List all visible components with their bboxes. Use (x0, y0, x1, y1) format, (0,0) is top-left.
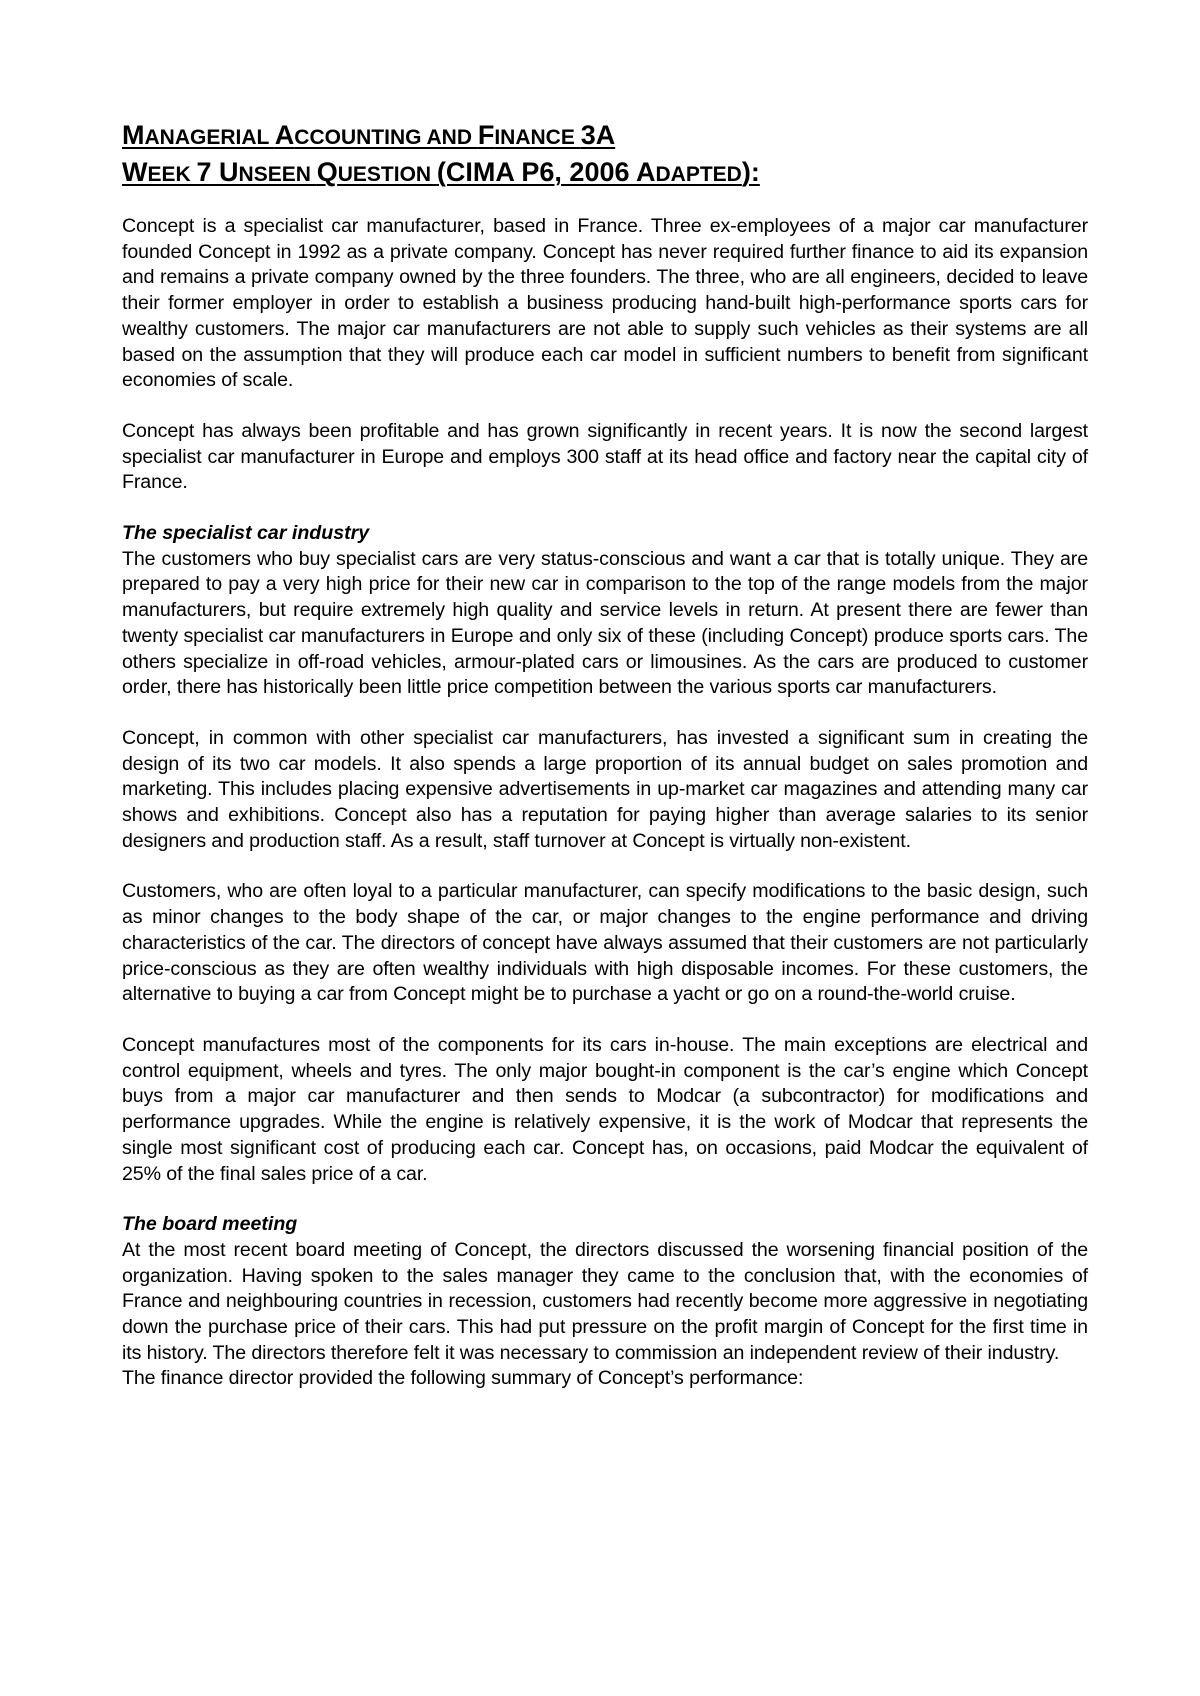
paragraph-customers: Customers, who are often loyal to a particular manufacturer, can specify modifications to the basic design, such as minor changes to the body shape of the car, or major changes to the engine performance and driving characteristics of the car. The directors of concept have always assumed that their customers are not particularly price-conscious as they are often wealthy individuals with high disposable incomes. For these customers, the alternative to buying a car from Concept might be to purchase a yacht or go on a round-the-world cruise. (122, 880, 1088, 1006)
section-heading-industry: The specialist car industry (122, 522, 370, 545)
paragraph-intro: Concept is a specialist car manufacturer, based in France. Three ex-employees of a major car manufacturer founded Concept in 1992 as a private company. Concept has never required further finance to aid its expansion and remains a private company owned by the three founders. The three, who are all engineers, decided to leave their former employer in order to establish a business producing hand-built high-performance sports cars for wealthy customers. The major car manufacturers are not able to supply such vehicles as their systems are all based on the assumption that they will produce each car model in sufficient numbers to benefit from significant economies of scale. (122, 215, 1088, 392)
paragraph-components: Concept manufactures most of the components for its cars in-house. The main exceptions are electrical and control equipment, wheels and tyres. The only major bought-in component is the car’s engine which Concept buys from a major car manufacturer and then sends to Modcar (a subcontractor) for modifications and performance upgrades. While the engine is relatively expensive, it is the work of Modcar that represents the single most significant cost of producing each car. Concept has, on occasions, paid Modcar the equivalent of 25% of the final sales price of a car. (122, 1033, 1088, 1185)
paragraph-industry: The customers who buy specialist cars are very status-conscious and want a car that is totally unique. They are prepared to pay a very high price for their new car in comparison to the top of the range models from the major manufacturers, but require extremely high quality and service levels in return. At present there are fewer than twenty specialist car manufacturers in Europe and only six of these (including Concept) produce sports cars. The others specialize in off-road vehicles, armour-plated cars or limousines. As the cars are produced to customer order, there has historically been little price competition between the various sports car manufacturers. (122, 547, 1088, 699)
title-line-2-text (122, 1392, 123, 1393)
title-line-1: MANAGERIAL ACCOUNTING AND FINANCE 3A (122, 120, 616, 150)
title-line-2: WEEK 7 UNSEEN QUESTION (CIMA P6, 2006 ADAPTED): (122, 157, 760, 187)
title-line-1-text (122, 1392, 123, 1393)
paragraph-investment: Concept, in common with other specialist car manufacturers, has invested a significant sum in creating the design of its two car models. It also spends a large proportion of its annual budget on sales promotion and marketing. This includes placing expensive advertisements in up-market car magazines and attending many car shows and exhibitions. Concept also has a reputation for paying higher than average salaries to its senior designers and production staff. As a result, staff turnover at Concept is virtually non-existent. (122, 726, 1088, 852)
paragraph-finance-director: The finance director provided the following summary of Concept’s performance: (122, 1367, 804, 1390)
section-heading-board: The board meeting (122, 1213, 298, 1236)
document-title (122, 118, 1088, 192)
paragraph-profitable: Concept has always been profitable and has grown significantly in recent years. It is now the second largest specialist car manufacturer in Europe and employs 300 staff at its head office and factory near the capital city of France. (122, 419, 1088, 494)
paragraph-board: At the most recent board meeting of Concept, the directors discussed the worsening financial position of the organization. Having spoken to the sales manager they came to the conclusion that, with the economies of France and neighbouring countries in recession, customers had recently become more aggressive in negotiating down the purchase price of their cars. This had put pressure on the profit margin of Concept for the first time in its history. The directors therefore felt it was necessary to commission an independent review of their industry. (122, 1238, 1088, 1364)
document-page (122, 118, 1088, 1392)
